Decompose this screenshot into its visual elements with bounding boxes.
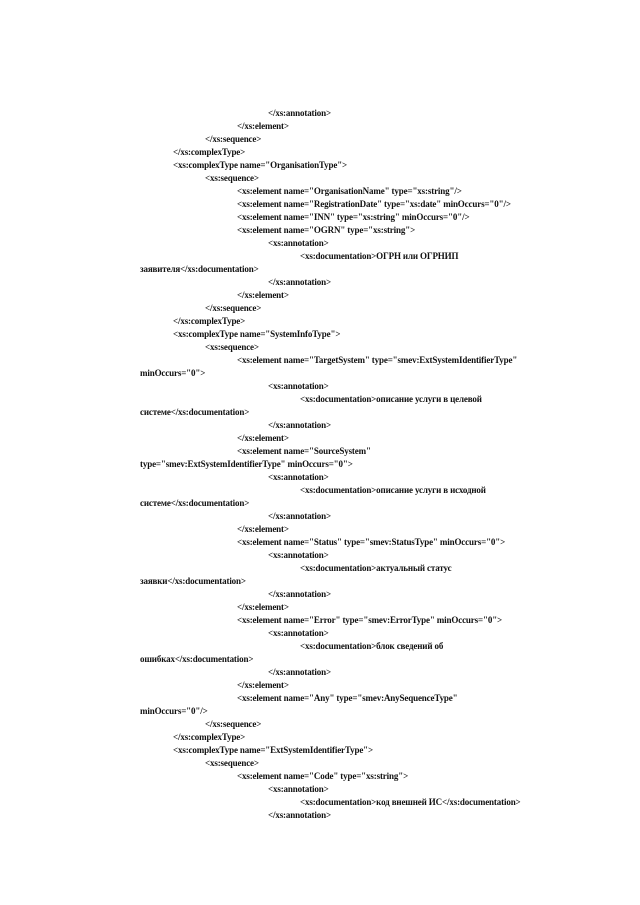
code-line: <xs:documentation>блок сведений об [300, 642, 444, 652]
code-line: <xs:complexType name="SystemInfoType"> [173, 330, 341, 340]
code-line: <xs:sequence> [205, 343, 259, 353]
code-line: <xs:annotation> [268, 382, 329, 392]
code-line: </xs:complexType> [173, 733, 246, 743]
code-line: </xs:element> [237, 122, 289, 132]
code-line: <xs:documentation>актуальный статус [300, 564, 452, 574]
code-line: <xs:documentation>код внешней ИС</xs:documentation> [300, 798, 521, 808]
code-line: ошибках</xs:documentation> [140, 655, 254, 665]
code-line: </xs:annotation> [268, 109, 331, 119]
code-line: <xs:element name="Code" type="xs:string"> [237, 772, 409, 782]
code-line: <xs:element name="OrganisationName" type="xs:string"/> [237, 187, 462, 197]
code-line: <xs:documentation>описание услуги в исходной [300, 486, 486, 496]
code-line: </xs:complexType> [173, 148, 246, 158]
code-line: <xs:element name="RegistrationDate" type="xs:date" minOccurs="0"/> [237, 200, 511, 210]
code-line: <xs:documentation>ОГРН или ОГРНИП [300, 252, 459, 262]
code-line: </xs:annotation> [268, 421, 331, 431]
code-line: <xs:sequence> [205, 174, 259, 184]
code-line: </xs:annotation> [268, 811, 331, 821]
code-line: <xs:element name="SourceSystem" [237, 447, 371, 457]
code-line: </xs:element> [237, 291, 289, 301]
code-line: <xs:annotation> [268, 473, 329, 483]
code-line: </xs:annotation> [268, 278, 331, 288]
code-line: </xs:annotation> [268, 512, 331, 522]
code-line: заявки</xs:documentation> [140, 577, 246, 587]
code-line: <xs:annotation> [268, 629, 329, 639]
code-line: <xs:sequence> [205, 759, 259, 769]
code-line: minOccurs="0"/> [140, 707, 208, 717]
code-line: </xs:complexType> [173, 317, 246, 327]
code-line: <xs:documentation>описание услуги в целевой [300, 395, 482, 405]
code-line: </xs:annotation> [268, 668, 331, 678]
code-line: <xs:annotation> [268, 785, 329, 795]
code-line: </xs:element> [237, 603, 289, 613]
code-line: </xs:sequence> [205, 304, 262, 314]
code-line: <xs:element name="Any" type="smev:AnySequenceType" [237, 694, 458, 704]
code-line: <xs:element name="Status" type="smev:StatusType" minOccurs="0"> [237, 538, 506, 548]
code-line: <xs:complexType name="ExtSystemIdentifierType"> [173, 746, 374, 756]
code-line: minOccurs="0"> [140, 369, 206, 379]
code-line: <xs:element name="OGRN" type="xs:string"> [237, 226, 416, 236]
code-line: </xs:sequence> [205, 720, 262, 730]
code-line: системе</xs:documentation> [140, 499, 250, 509]
code-line: <xs:element name="TargetSystem" type="smev:ExtSystemIdentifierType" [237, 356, 518, 366]
code-line: </xs:element> [237, 681, 289, 691]
code-line: type="smev:ExtSystemIdentifierType" minOccurs="0"> [140, 460, 353, 470]
code-line: системе</xs:documentation> [140, 408, 250, 418]
code-line: <xs:annotation> [268, 551, 329, 561]
code-line: <xs:complexType name="OrganisationType"> [173, 161, 348, 171]
code-line: <xs:annotation> [268, 239, 329, 249]
code-line: </xs:annotation> [268, 590, 331, 600]
code-line: </xs:sequence> [205, 135, 262, 145]
code-line: <xs:element name="Error" type="smev:ErrorType" minOccurs="0"> [237, 616, 503, 626]
code-line: </xs:element> [237, 525, 289, 535]
code-line: <xs:element name="INN" type="xs:string" minOccurs="0"/> [237, 213, 470, 223]
code-line: </xs:element> [237, 434, 289, 444]
code-line: заявителя</xs:documentation> [140, 265, 259, 275]
